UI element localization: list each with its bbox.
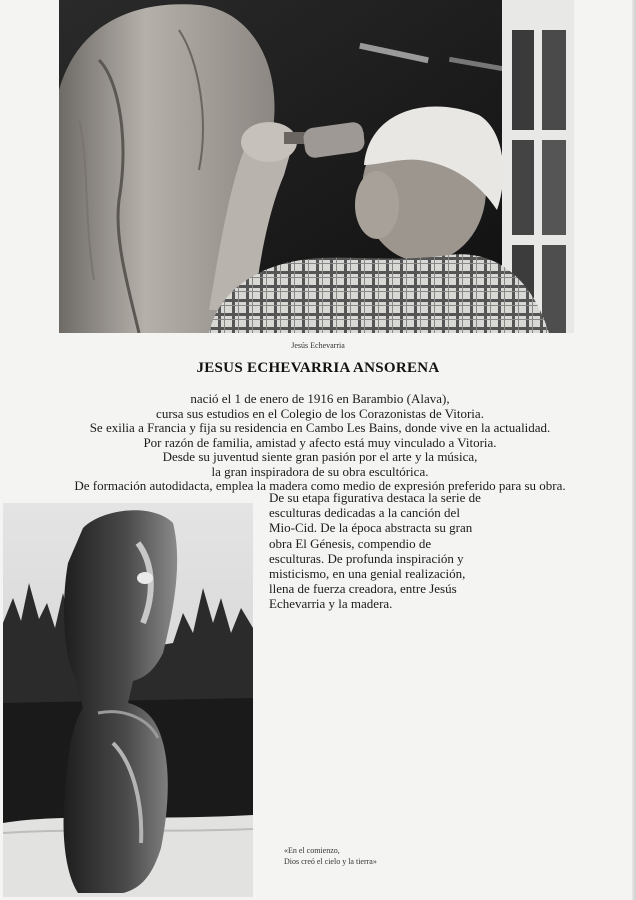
sculpture-photo xyxy=(3,503,253,897)
intro-line: Se exilia a Francia y fija su residencia en Cambo Les Bains, donde vive en la actualidad. xyxy=(89,420,551,435)
intro-line: cursa sus estudios en el Colegio de los Corazonistas de Vitoria. xyxy=(156,405,484,421)
description-line: misticismo, en una genial realización, xyxy=(269,566,466,582)
caption-line: Dios creó el cielo y la tierra» xyxy=(284,857,377,866)
artwork-description xyxy=(269,490,509,612)
description-line: llena de fuerza creadora, entre Jesús xyxy=(269,581,457,597)
page-title: JESUS ECHEVARRIA ANSORENA xyxy=(196,360,440,376)
intro-line: nació el 1 de enero de 1916 en Barambio (Alava), xyxy=(190,391,450,406)
page-edge xyxy=(632,0,636,900)
sculptor-photo xyxy=(59,0,574,333)
description-line: De su etapa figurativa destaca la serie de xyxy=(269,490,481,505)
intro-line: Desde su juventud siente gran pasión por el arte y la música, xyxy=(162,449,478,464)
description-line: esculturas. De profunda inspiración y xyxy=(269,550,464,566)
intro-line: De formación autodidacta, emplea la madera como medio de expresión preferido para su obra. xyxy=(74,478,566,493)
caption-line: «En el comienzo, xyxy=(284,846,340,855)
intro-line: la gran inspiradora de su obra escultórica. xyxy=(211,463,429,479)
sculptor-photo-caption: Jesús Echevarria xyxy=(291,341,345,350)
description-line: obra El Génesis, compendio de xyxy=(269,535,432,551)
intro-line: Por razón de familia, amistad y afecto está muy vinculado a Vitoria. xyxy=(143,434,497,450)
description-line: Echevarria y la madera. xyxy=(269,596,393,612)
description-line: esculturas dedicadas a la canción del xyxy=(269,505,460,521)
sculpture-photo-caption xyxy=(284,845,444,867)
description-line: Mio-Cid. De la época abstracta su gran xyxy=(269,520,473,536)
biography-intro xyxy=(30,392,610,494)
